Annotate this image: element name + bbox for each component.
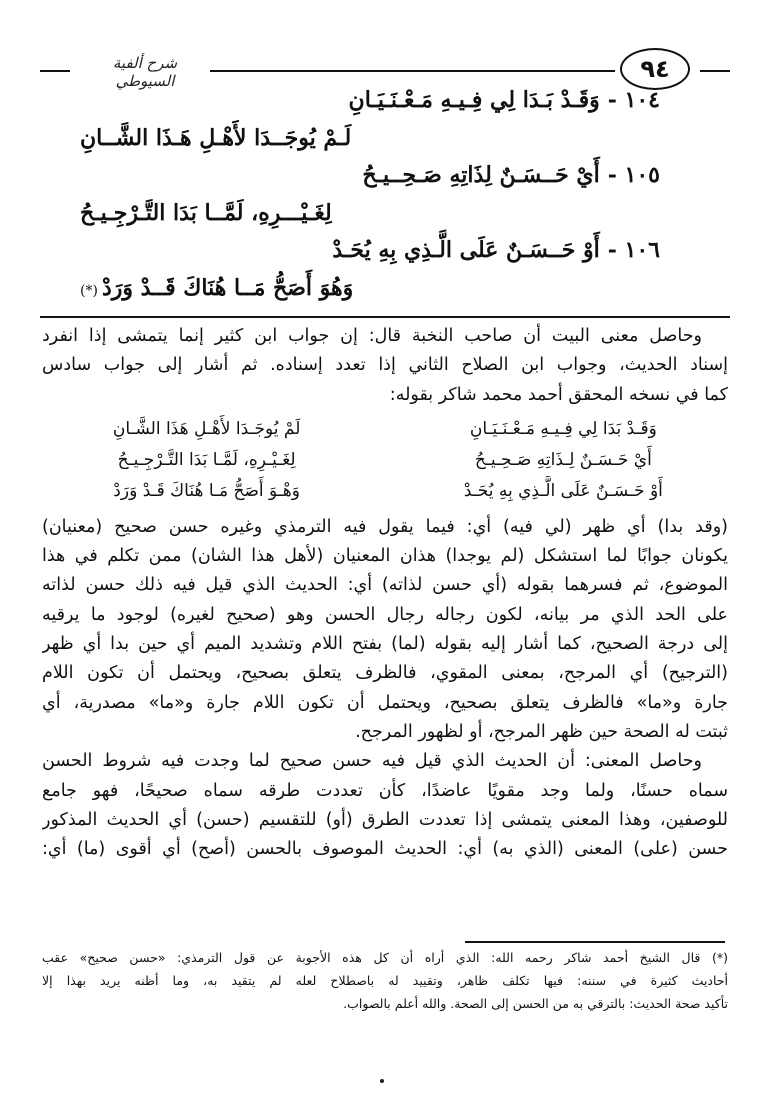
quoted-hemistich-left: وَهْـوَ أَصَحُّ مَـا هُنَاكَ قَـدْ وَرَدْ bbox=[113, 480, 300, 501]
verse-104-second bbox=[80, 120, 660, 158]
footnote-line: تأكيد صحة الحديث: بالترقي به من الحسن إلى الصحة. والله أعلم بالصواب. bbox=[343, 996, 728, 1011]
verse-104-first bbox=[80, 82, 660, 120]
verse-hemistich: وَهُوَ أَصَحُّ مَــا هُنَاكَ قَــدْ وَرَدْ bbox=[101, 274, 354, 301]
quoted-hemistich-right: أَوْ حَـسَـنٌ عَلَى الَّـذِي بِهِ يُحَـدْ bbox=[463, 480, 663, 501]
header-rule-middle bbox=[210, 70, 615, 72]
footnote-line: (*) قال الشيخ أحمد شاكر رحمه الله: الذي أراه أن كل هذه الأجوبة عن قول الترمذي: «حسن صحيح» عقب bbox=[42, 950, 728, 965]
paragraph-1 bbox=[42, 322, 728, 410]
footnote-marker: (*) bbox=[80, 282, 98, 299]
quoted-verse-row bbox=[42, 414, 728, 445]
text-line: للوصفين، وهذا المعنى يتمشى إذا تعددت الطرق (أو) للتقسيم (حسن) أي الحديث المذكور bbox=[42, 809, 728, 830]
text-line: (وقد بدا) أي ظهر (لي فيه) أي: فيما يقول فيه الترمذي وغيره حسن صحيح (معنيان) bbox=[42, 516, 728, 537]
quoted-verse-row bbox=[42, 476, 728, 507]
text-line: الموضوع، ثم فسرهما بقوله (أي حسن لذاته) أي: الحديث الذي قيل فيه ذلك حسن لذاته bbox=[42, 575, 728, 596]
verse-number: ١٠٥ - bbox=[607, 162, 660, 188]
quoted-verse-row bbox=[42, 445, 728, 476]
quoted-hemistich-left: لِغَـيْـرِهِ، لَمَّـا بَدَا التَّـرْجِـيـحُ bbox=[117, 449, 296, 470]
text-line: ثبتت له الصحة حين ظهر المرجح، أو لظهور المرجح. bbox=[355, 721, 728, 742]
text-line: وحاصل معنى البيت أن صاحب النخبة قال: إن جواب ابن كثير إنما يتمشى إذا انفرد bbox=[42, 326, 702, 346]
verse-106-first bbox=[80, 232, 660, 270]
running-title: شرح ألفية السيوطي bbox=[112, 54, 178, 90]
verse-hemistich: وَقَـدْ بَـدَا لِي فِـيـهِ مَـعْـنَـيَـانِ bbox=[348, 87, 600, 113]
verse-block bbox=[80, 82, 660, 307]
paragraph-2 bbox=[42, 513, 728, 747]
verse-106-second bbox=[80, 270, 660, 308]
footnote-rule bbox=[465, 941, 725, 943]
section-divider bbox=[40, 316, 730, 318]
verse-105-second bbox=[80, 195, 660, 233]
text-line: حسن (على) المعنى (الذي به) أي: الحديث الموصوف بالحسن (أصح) أي أقوى (ما) أي: bbox=[42, 839, 728, 860]
page-number: ٩٤ bbox=[620, 48, 690, 90]
quoted-hemistich-left: لَمْ يُوجَـدَا لأَهْـلِ هَذَا الشَّـانِ bbox=[112, 418, 301, 439]
quoted-hemistich-right: وَقَـدْ بَدَا لِي فِـيـهِ مَـعْـنَـيَـانِ bbox=[469, 418, 657, 439]
text-line: يكونان جوابًا لما استشكل (لم يوجدا) هذان المعنيان (لأهل هذا الشان) ممن تكلم في هذا bbox=[42, 546, 728, 567]
paragraph-3 bbox=[42, 747, 728, 864]
verse-105-first bbox=[80, 157, 660, 195]
page-header bbox=[40, 38, 730, 88]
footnote bbox=[42, 946, 728, 1015]
text-line: على الحد الذي مر بيانه، لكون رجاله رجال الحسن وهو (صحيح لغيره) لوجود ما يرقيه bbox=[42, 604, 728, 625]
bottom-ornament-dot bbox=[380, 1079, 384, 1083]
text-line: وحاصل المعنى: أن الحديث الذي قيل فيه حسن صحيح لما وجدت فيه شروط الحسن bbox=[42, 751, 702, 772]
verse-hemistich: لَـمْ يُوجَــدَا لأَهْـلِ هَـذَا الشَّــانِ bbox=[80, 124, 352, 151]
verse-hemistich: لِغَـيْـــرِهِ، لَمَّــا بَدَا التَّـرْجِـيـحُ bbox=[80, 199, 332, 226]
quoted-hemistich-right: أَيْ حَـسَـنٌ لِـذَاتِهِ صَـحِـيـحُ bbox=[474, 449, 652, 470]
verse-hemistich: أَيْ حَــسَـنٌ لِذَاتِهِ صَـحِــيـحُ bbox=[362, 162, 600, 188]
footnote-line: أحاديث كثيرة في سننه: فيها تكلف ظاهر، وتقييد له باصطلاح لعله لم يتقيد به، وما أظنه يريد بهذا إلا bbox=[42, 973, 728, 988]
text-line: كما في نسخه المحقق أحمد محمد شاكر بقوله: bbox=[389, 384, 728, 405]
text-line: سماه حسنًا، ولما وجد مقويًا عاضدًا، كأن تعددت طرقه سماه صحيحًا، فهو جامع bbox=[42, 780, 728, 801]
text-line: جارة و«ما» فالظرف يتعلق بصحيح، ويحتمل أن تكون اللام جارة و«ما» مصدرية، أي bbox=[42, 692, 728, 713]
text-line: (الترجيح) أي المرجح، بمعنى المقوي، فالظرف يتعلق بصحيح، ويحتمل أن تكون اللام bbox=[42, 663, 728, 684]
verse-hemistich: أَوْ حَــسَـنٌ عَلَى الَّـذِي بِهِ يُحَـدْ bbox=[332, 237, 600, 263]
header-rule-right bbox=[700, 70, 730, 72]
header-rule-left bbox=[40, 70, 70, 72]
commentary bbox=[42, 322, 728, 864]
verse-number: ١٠٦ - bbox=[607, 237, 660, 263]
quoted-verses bbox=[42, 414, 728, 507]
verse-number: ١٠٤ - bbox=[607, 87, 660, 113]
text-line: إسناد الحديث، وجواب ابن الصلاح الثاني إذا تعدد إسناده. ثم أشار إلى جواب سادس bbox=[42, 355, 728, 376]
text-line: إلى درجة الصحيح، كما أشار إليه بقوله (لما) بفتح اللام وتشديد الميم أي حين بدا أي ظهر bbox=[42, 634, 728, 655]
